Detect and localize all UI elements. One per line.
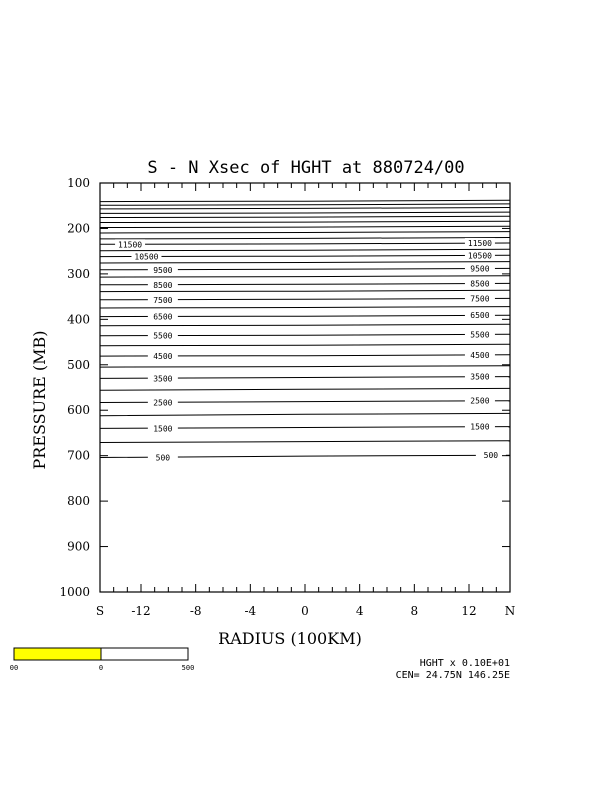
colorbar-fill (14, 648, 101, 660)
contour-label: 3500 (470, 372, 490, 382)
contour-line (100, 324, 510, 325)
y-tick-label: 800 (67, 494, 90, 509)
x-tick-label: -12 (131, 604, 151, 618)
x-axis-label: RADIUS (100KM) (218, 629, 362, 648)
x-tick-label: S (95, 604, 105, 618)
contour-label: 8500 (470, 279, 490, 289)
x-tick-label: 4 (355, 604, 364, 618)
x-tick-label: 8 (410, 604, 419, 618)
y-tick-label: 600 (67, 403, 90, 418)
contour-line (100, 344, 510, 345)
contour-label: 8500 (153, 280, 173, 290)
contour-label: 1500 (153, 424, 173, 434)
x-tick-label: 12 (461, 604, 477, 618)
contour-label: 7500 (470, 294, 490, 304)
x-tick-label: -8 (189, 604, 202, 618)
colorbar (10, 648, 195, 672)
colorbar-tick-label: 500 (181, 664, 195, 672)
contour-label: 9500 (470, 264, 490, 274)
contour-label: 4500 (470, 350, 490, 360)
contour-line (100, 249, 510, 250)
colorbar-tick-label: 0 (98, 664, 104, 672)
contour-line (100, 307, 510, 308)
contour-line (100, 413, 510, 415)
contour-line (100, 441, 510, 443)
contour-line (100, 204, 510, 205)
x-tick-label: N (504, 604, 516, 618)
contour-line (100, 232, 510, 233)
contour-label: 3500 (153, 374, 173, 384)
contour-label: 5500 (470, 330, 490, 340)
contour-label: 5500 (153, 331, 173, 341)
contour-label: 10500 (467, 251, 492, 261)
contour-label: 2500 (153, 398, 173, 408)
y-tick-label: 700 (67, 448, 90, 463)
contour-label: 11500 (118, 240, 143, 250)
x-tick-label: -4 (244, 604, 257, 618)
y-tick-label: 300 (67, 266, 90, 281)
x-tick-label: 0 (301, 604, 309, 618)
contour-line (100, 276, 510, 277)
y-tick-label: 200 (67, 221, 90, 236)
contour-line (100, 226, 510, 227)
contour-labels (115, 238, 506, 462)
y-tick-label: 900 (67, 539, 90, 554)
contour-line (100, 255, 510, 256)
y-tick-label: 1000 (59, 585, 90, 599)
contour-line (100, 221, 510, 222)
chart-title: S - N Xsec of HGHT at 880724/00 (147, 158, 465, 178)
contour-lines (100, 200, 510, 457)
contour-line (100, 216, 510, 217)
contour-line (100, 262, 510, 263)
y-tick-label: 400 (67, 312, 90, 327)
y-axis-label: PRESSURE (MB) (30, 330, 49, 470)
contour-line (100, 388, 510, 390)
contour-line (100, 290, 510, 291)
contour-label: 500 (483, 451, 499, 461)
contour-label: 500 (155, 453, 171, 463)
y-tick-label: 100 (67, 176, 90, 190)
contour-label: 4500 (153, 352, 173, 362)
contour-label: 11500 (467, 238, 492, 248)
colorbar-tick-label: 00 (9, 664, 19, 672)
contour-line (100, 243, 510, 244)
contour-label: 9500 (153, 265, 173, 275)
contour-label: 6500 (153, 312, 173, 322)
contour-line (100, 200, 510, 201)
contour-line (100, 208, 510, 209)
contour-label: 6500 (470, 311, 490, 321)
contour-label: 7500 (153, 295, 173, 305)
contour-line (100, 238, 510, 239)
contour-line (100, 366, 510, 367)
contour-label: 2500 (470, 396, 490, 406)
contour-label: 1500 (470, 422, 490, 432)
contour-label: 10500 (134, 252, 159, 262)
footer-units: HGHT x 0.10E+01 (419, 658, 510, 669)
y-tick-label: 500 (67, 357, 90, 372)
footer-center: CEN= 24.75N 146.25E (395, 670, 510, 681)
contour-line (100, 212, 510, 213)
